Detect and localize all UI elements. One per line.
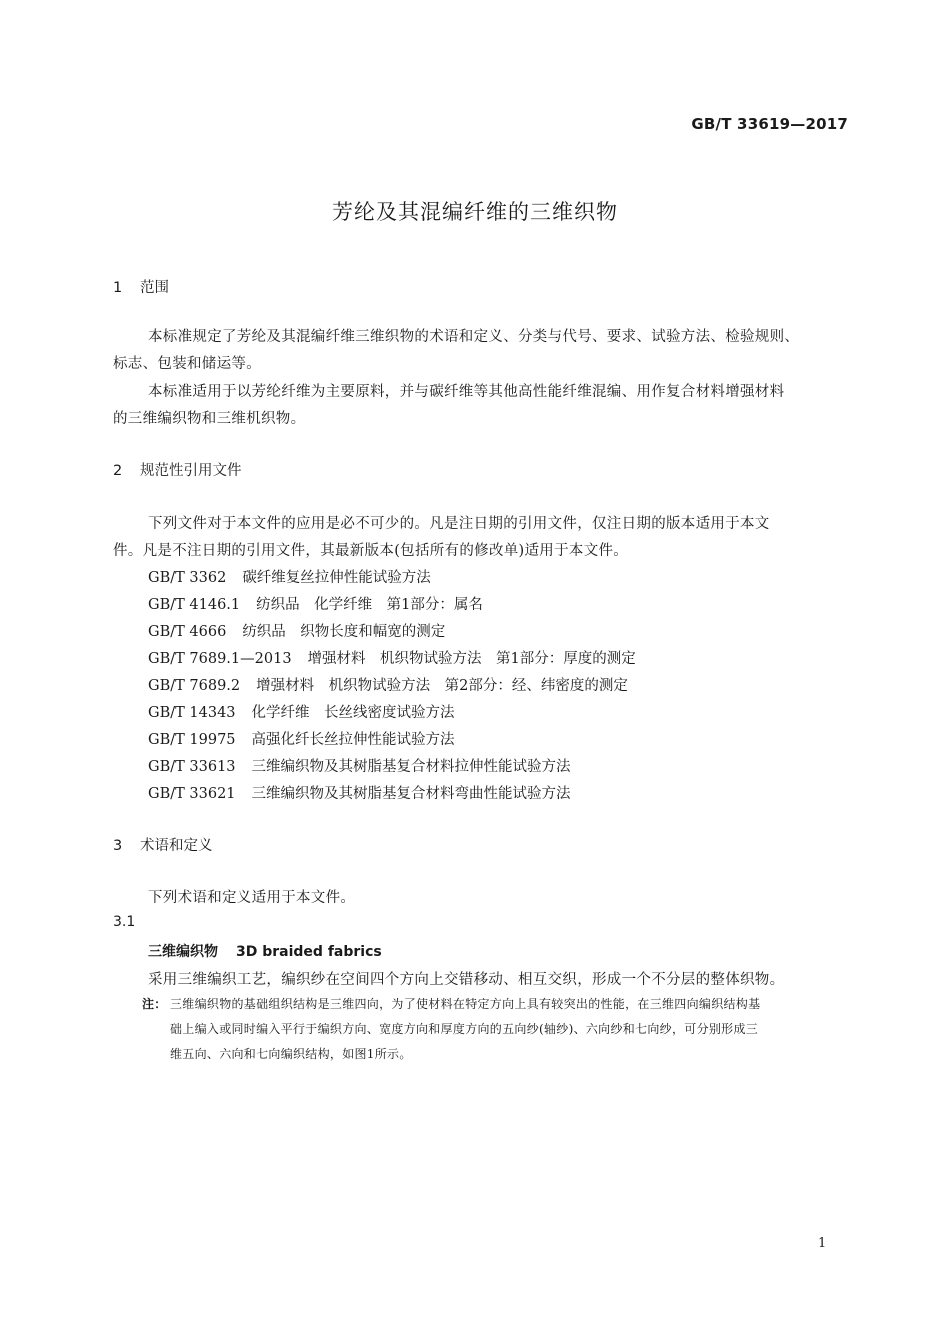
reference-title: 三维编织物及其树脂基复合材料拉伸性能试验方法 xyxy=(251,759,571,775)
reference-title: 三维编织物及其树脂基复合材料弯曲性能试验方法 xyxy=(251,786,571,802)
reference-title: 碳纤维复丝拉伸性能试验方法 xyxy=(242,570,431,586)
reference-item xyxy=(148,566,431,587)
reference-code: GB/T 4666 xyxy=(148,624,227,640)
scope-paragraph-2-line-1: 本标准适用于以芳纶纤维为主要原料，并与碳纤维等其他高性能纤维混编、用作复合材料增强材料 xyxy=(148,384,785,400)
reference-item xyxy=(148,755,571,776)
reference-title: 增强材料 机织物试验方法 第2部分：经、纬密度的测定 xyxy=(256,678,628,694)
references-intro-line-2: 件。凡是不注日期的引用文件，其最新版本(包括所有的修改单)适用于本文件。 xyxy=(113,543,629,559)
reference-item xyxy=(148,593,483,614)
document-title: 芳纶及其混编纤维的三维织物 xyxy=(332,200,618,224)
section-1-heading xyxy=(113,276,169,297)
section-number: 2 xyxy=(113,463,123,479)
scope-paragraph-2-line-2: 的三维编织物和三维机织物。 xyxy=(113,411,306,427)
standard-id: GB/T 33619—2017 xyxy=(691,115,848,133)
reference-title: 高强化纤长丝拉伸性能试验方法 xyxy=(251,732,455,748)
section-title: 规范性引用文件 xyxy=(140,463,242,479)
reference-item xyxy=(148,701,455,722)
reference-code: GB/T 33621 xyxy=(148,786,236,802)
note-line-2: 础上编入或同时编入平行于编织方向、宽度方向和厚度方向的五向纱(轴纱)、六向纱和七向纱，可分别形成三 xyxy=(170,1022,759,1036)
note-line-1: 三维编织物的基础组织结构是三维四向，为了使材料在特定方向上具有较突出的性能，在三维四向编织结构基 xyxy=(170,997,761,1011)
page-number: 1 xyxy=(818,1236,827,1251)
reference-item xyxy=(148,620,445,641)
reference-title: 纺织品 化学纤维 第1部分：属名 xyxy=(256,597,483,613)
term-number: 3.1 xyxy=(113,914,136,930)
note-line-3: 维五向、六向和七向编织结构，如图1所示。 xyxy=(170,1047,412,1061)
section-2-heading xyxy=(113,459,242,480)
scope-paragraph-1-line-2: 标志、包装和储运等。 xyxy=(113,356,261,372)
reference-code: GB/T 14343 xyxy=(148,705,236,721)
term-heading xyxy=(148,941,382,961)
reference-code: GB/T 33613 xyxy=(148,759,236,775)
reference-item xyxy=(148,782,571,803)
references-intro-line-1: 下列文件对于本文件的应用是必不可少的。凡是注日期的引用文件，仅注日期的版本适用于本文 xyxy=(148,516,770,532)
section-3-heading xyxy=(113,834,213,855)
section-title: 范围 xyxy=(140,280,169,296)
reference-item xyxy=(148,674,628,695)
reference-title: 化学纤维 长丝线密度试验方法 xyxy=(251,705,455,721)
term-english: 3D braided fabrics xyxy=(236,944,382,960)
section-title: 术语和定义 xyxy=(140,838,213,854)
reference-code: GB/T 7689.1—2013 xyxy=(148,651,292,667)
reference-code: GB/T 7689.2 xyxy=(148,678,241,694)
term-chinese: 三维编织物 xyxy=(148,944,218,960)
section-number: 1 xyxy=(113,280,123,296)
reference-title: 纺织品 织物长度和幅宽的测定 xyxy=(242,624,446,640)
section-number: 3 xyxy=(113,838,123,854)
note-label: 注： xyxy=(142,997,167,1011)
reference-item xyxy=(148,728,455,749)
reference-title: 增强材料 机织物试验方法 第1部分：厚度的测定 xyxy=(307,651,636,667)
terms-intro: 下列术语和定义适用于本文件。 xyxy=(148,890,356,906)
term-definition: 采用三维编织工艺，编织纱在空间四个方向上交错移动、相互交织，形成一个不分层的整体织物。 xyxy=(148,972,785,988)
reference-code: GB/T 3362 xyxy=(148,570,227,586)
scope-paragraph-1-line-1: 本标准规定了芳纶及其混编纤维三维织物的术语和定义、分类与代号、要求、试验方法、检验规则、 xyxy=(148,329,800,345)
reference-item xyxy=(148,647,636,668)
reference-code: GB/T 4146.1 xyxy=(148,597,241,613)
reference-code: GB/T 19975 xyxy=(148,732,236,748)
